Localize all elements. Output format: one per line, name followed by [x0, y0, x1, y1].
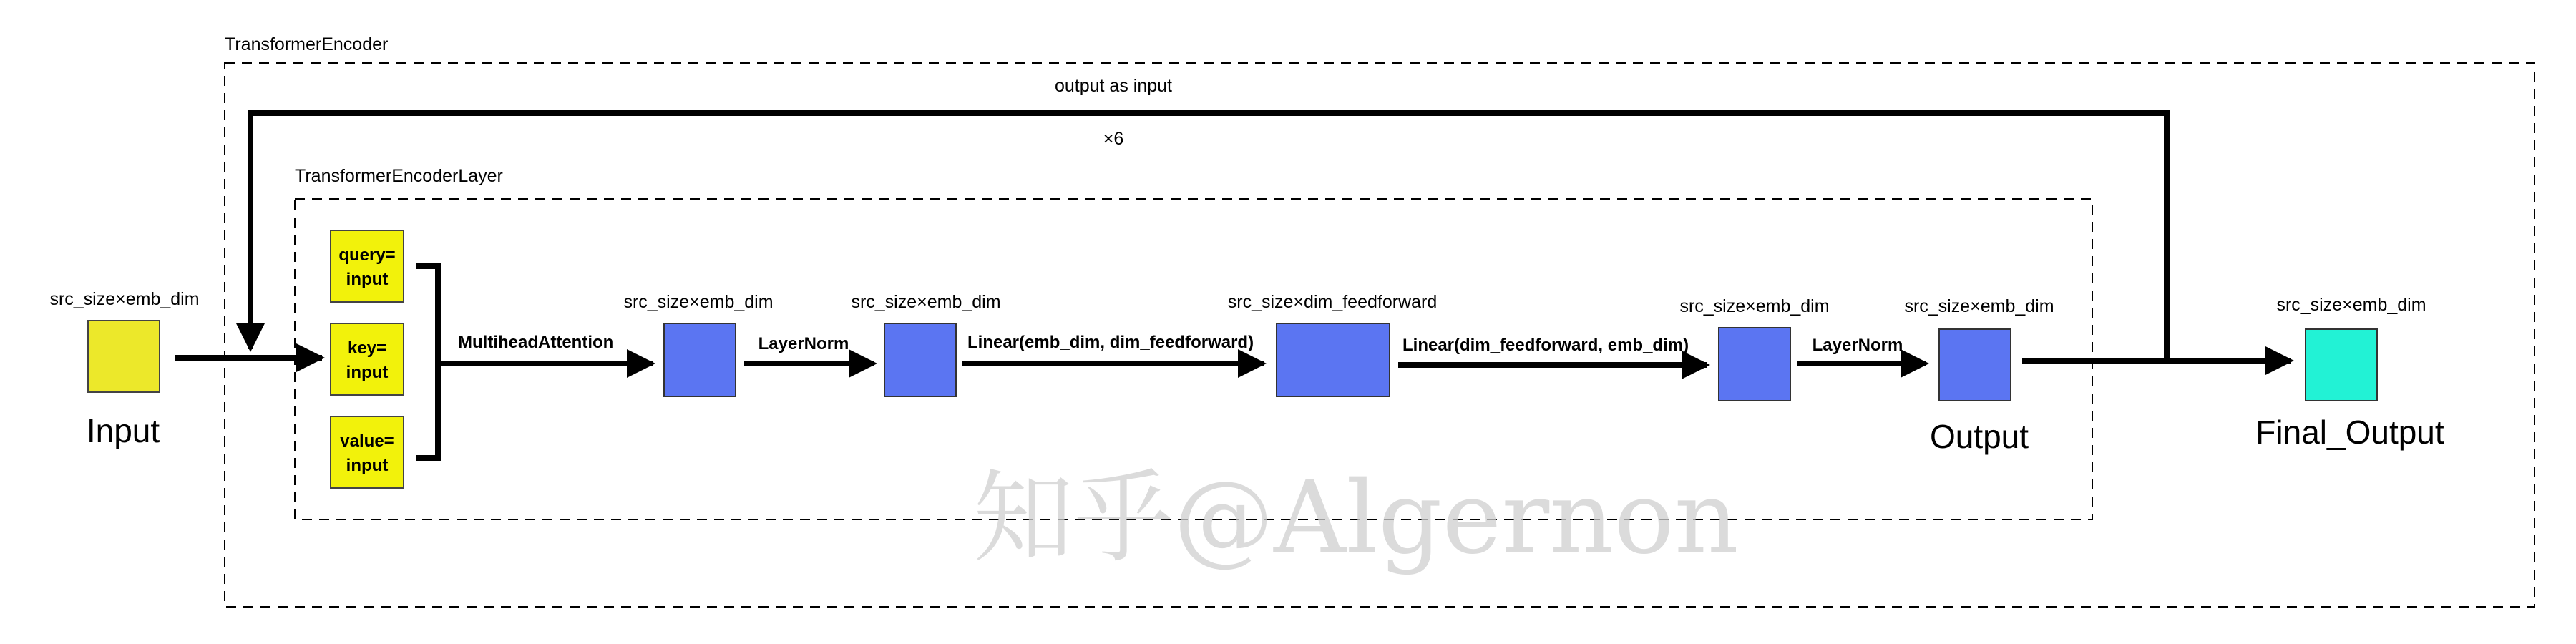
final-shape-label: src_size×emb_dim: [2276, 295, 2426, 315]
attention-op-label: MultiheadAttention: [458, 333, 614, 352]
layer-output-label: Output: [1929, 418, 2029, 455]
input-label: Input: [86, 412, 160, 449]
value-box: [331, 416, 404, 488]
key-label-line2: input: [346, 363, 389, 382]
key-label-line1: key=: [347, 338, 387, 358]
query-label-line1: query=: [338, 245, 396, 265]
feedforward-tensor: [1277, 323, 1390, 396]
attention-output-tensor: [664, 323, 736, 396]
linear2-op-label: Linear(dim_feedforward, emb_dim): [1402, 336, 1689, 355]
norm1-op-label: LayerNorm: [758, 334, 849, 353]
value-label-line1: value=: [340, 431, 394, 451]
layer-title: TransformerEncoderLayer: [295, 166, 503, 186]
linear2-output-tensor: [1719, 328, 1790, 401]
qkv-bracket: [416, 266, 438, 458]
final-output-label: Final_Output: [2255, 414, 2444, 451]
query-label-line2: input: [346, 270, 389, 289]
attention-shape-label: src_size×emb_dim: [623, 292, 774, 312]
linear2-shape-label: src_size×emb_dim: [1679, 296, 1830, 316]
input-shape-label: src_size×emb_dim: [49, 289, 200, 309]
linear1-op-label: Linear(emb_dim, dim_feedforward): [967, 333, 1254, 352]
norm2-shape-label: src_size×emb_dim: [1904, 296, 2054, 316]
input-tensor: [88, 321, 160, 392]
watermark: 知乎@Algernon: [973, 460, 1739, 577]
norm2-op-label: LayerNorm: [1812, 336, 1903, 355]
linear1-shape-label: src_size×dim_feedforward: [1227, 292, 1438, 312]
loop-back-path: [250, 113, 2167, 358]
value-label-line2: input: [346, 456, 389, 475]
layer-output-tensor: [1939, 329, 2011, 401]
key-box: [331, 323, 404, 395]
final-output-tensor: [2306, 329, 2377, 401]
norm1-shape-label: src_size×emb_dim: [851, 292, 1001, 312]
norm1-output-tensor: [884, 323, 956, 396]
encoder-title: TransformerEncoder: [225, 34, 389, 54]
repeat-count: ×6: [1103, 129, 1124, 149]
query-box: [331, 230, 404, 302]
loop-label: output as input: [1054, 76, 1173, 96]
